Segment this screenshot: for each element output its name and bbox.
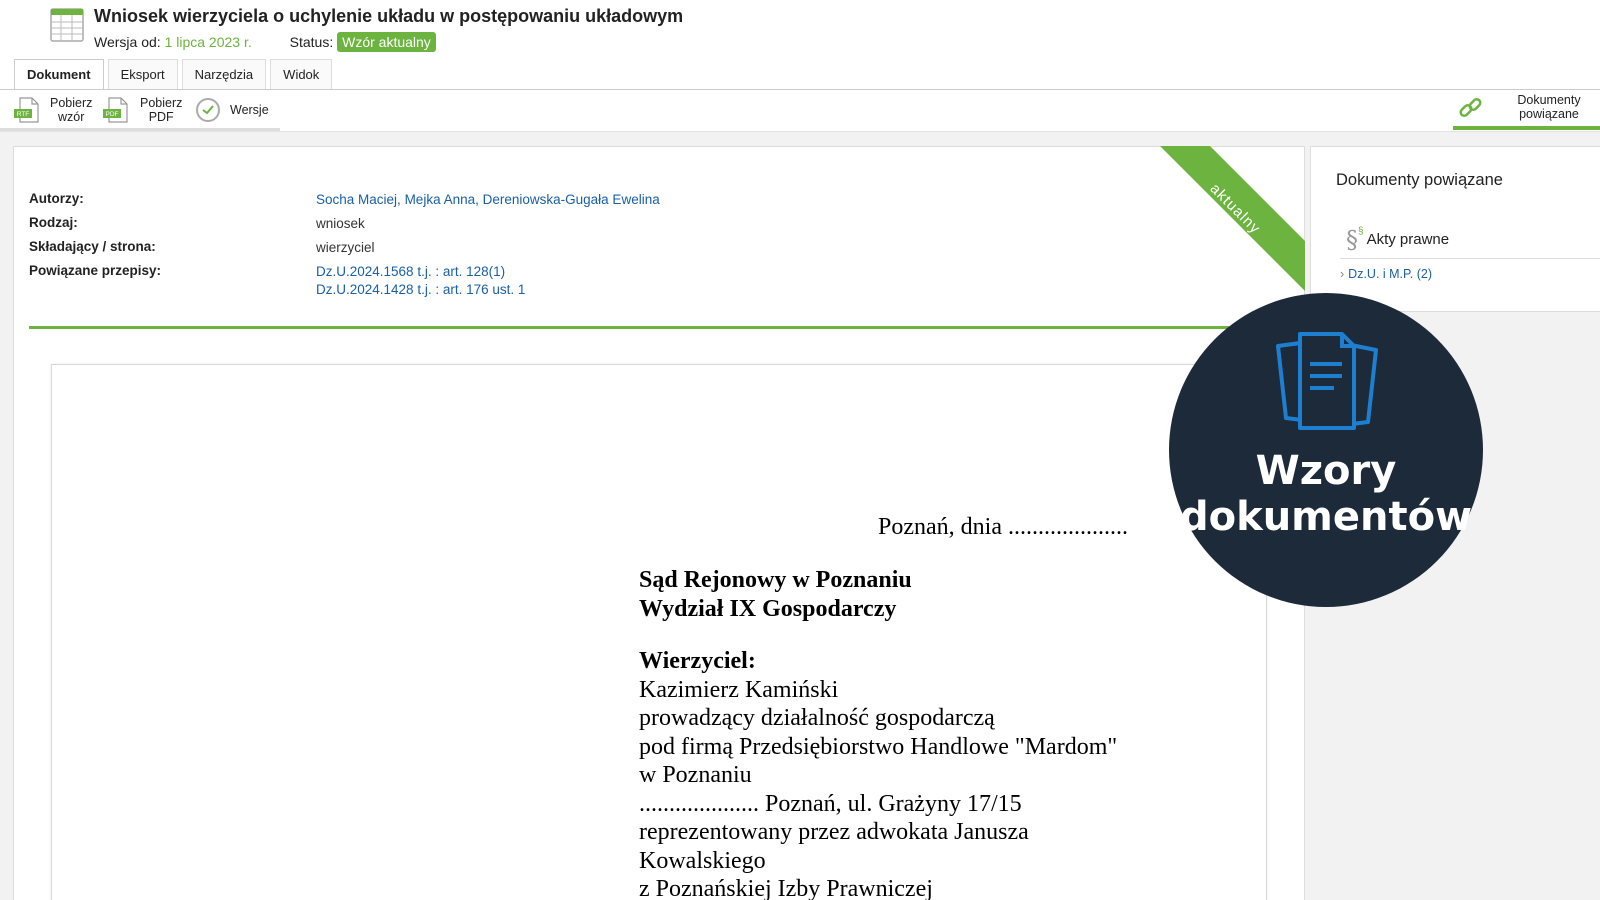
related-active-indicator [1453,126,1600,130]
page-title: Wniosek wierzyciela o uchylenie układu w postępowaniu układowym [94,6,684,26]
type-label: Rodzaj: [29,215,78,230]
download-template-button[interactable] [14,92,92,128]
current-ribbon [1120,146,1305,296]
journal-link-label: Dz.U. i M.P. (2) [1348,267,1432,281]
creditor-heading: Wierzyciel: [639,648,756,674]
tab-bar [14,59,336,89]
regulation-link[interactable]: Dz.U.2024.1428 t.j. : art. 176 ust. 1 [316,282,526,297]
documents-icon [1272,328,1382,432]
type-value: wniosek [316,216,365,231]
court-division: Wydział IX Gospodarczy [639,595,897,622]
templates-badge-line1: Wzory [1255,448,1397,494]
document-place-date: Poznań, dnia .................... [878,514,1128,540]
creditor-line: reprezentowany przez adwokata Janusza [639,819,1029,845]
status-badge: Wzór aktualny [337,32,436,52]
author-link[interactable]: Socha Maciej [316,192,398,207]
templates-badge-text [1169,448,1483,540]
check-circle-icon [194,96,222,124]
version-meta [94,32,436,52]
tab-divider [0,89,1600,90]
creditor-line: Kowalskiego [639,847,766,874]
court-name: Sąd Rejonowy w Poznaniu [639,567,912,593]
templates-badge-line2: dokumentów [1179,494,1473,540]
tab-widok[interactable]: Widok [270,59,332,89]
creditor-line: prowadzący działalność gospodarczą [639,705,995,731]
creditor-line: Kazimierz Kamiński [639,676,839,703]
version-label: Wersja od: [94,34,161,50]
chevron-right-icon: › [1340,267,1345,281]
regulation-link[interactable]: Dz.U.2024.1568 t.j. : art. 128(1) [316,264,506,279]
status-label: Status: [289,34,334,50]
related-label-2: powiązane [1519,107,1579,121]
regulations-label: Powiązane przepisy: [29,263,162,278]
author-link[interactable]: Mejka Anna [404,192,476,207]
authors-label: Autorzy: [29,191,84,206]
tab-narzedzia[interactable]: Narzędzia [182,59,267,89]
link-icon [1457,95,1485,123]
svg-text:aktualny: aktualny [1206,180,1264,238]
download-pdf-button[interactable] [103,92,182,128]
tab-eksport[interactable]: Eksport [108,59,178,89]
section-divider [29,326,1229,329]
versions-button[interactable] [194,92,269,128]
side-divider [1340,258,1600,259]
paragraph-icon: § [1346,226,1358,254]
svg-text:PDF: PDF [105,111,119,118]
legal-acts-section[interactable]: §§ Akty prawne [1346,226,1450,254]
rtf-file-icon [14,95,42,125]
creditor-line: pod firmą Przedsiębiorstwo Handlowe "Mardom" [639,733,1118,760]
download-template-label-2: wzór [57,110,85,124]
pdf-file-icon [103,95,131,125]
related-documents-button[interactable] [1453,93,1600,125]
download-template-label-1: Pobierz [50,96,93,110]
related-label-1: Dokumenty [1517,93,1581,107]
journal-link[interactable] [1340,267,1432,281]
download-pdf-label-1: Pobierz [140,96,183,110]
svg-text:RTF: RTF [16,111,30,118]
legal-acts-label: Akty prawne [1366,231,1450,248]
authors-value: Socha Maciej, Mejka Anna, Dereniowska-Gugała Ewelina [316,192,660,207]
versions-label: Wersje [230,103,269,117]
tab-dokument[interactable]: Dokument [14,59,104,90]
creditor-line: z Poznańskiej Izby Prawniczej [639,876,933,900]
creditor-line: w Poznaniu [639,762,752,788]
author-link[interactable]: Dereniowska-Gugała Ewelina [482,192,660,207]
document-body [639,566,1117,900]
spreadsheet-document-icon [50,8,84,42]
version-date: 1 lipca 2023 r. [164,34,252,50]
creditor-line: .................... Poznań, ul. Grażyny 17/15 [639,790,1022,817]
related-panel-title: Dokumenty powiązane [1336,171,1503,189]
download-pdf-label-2: PDF [148,110,174,124]
filer-label: Składający / strona: [29,239,156,254]
filer-value: wierzyciel [316,240,375,255]
